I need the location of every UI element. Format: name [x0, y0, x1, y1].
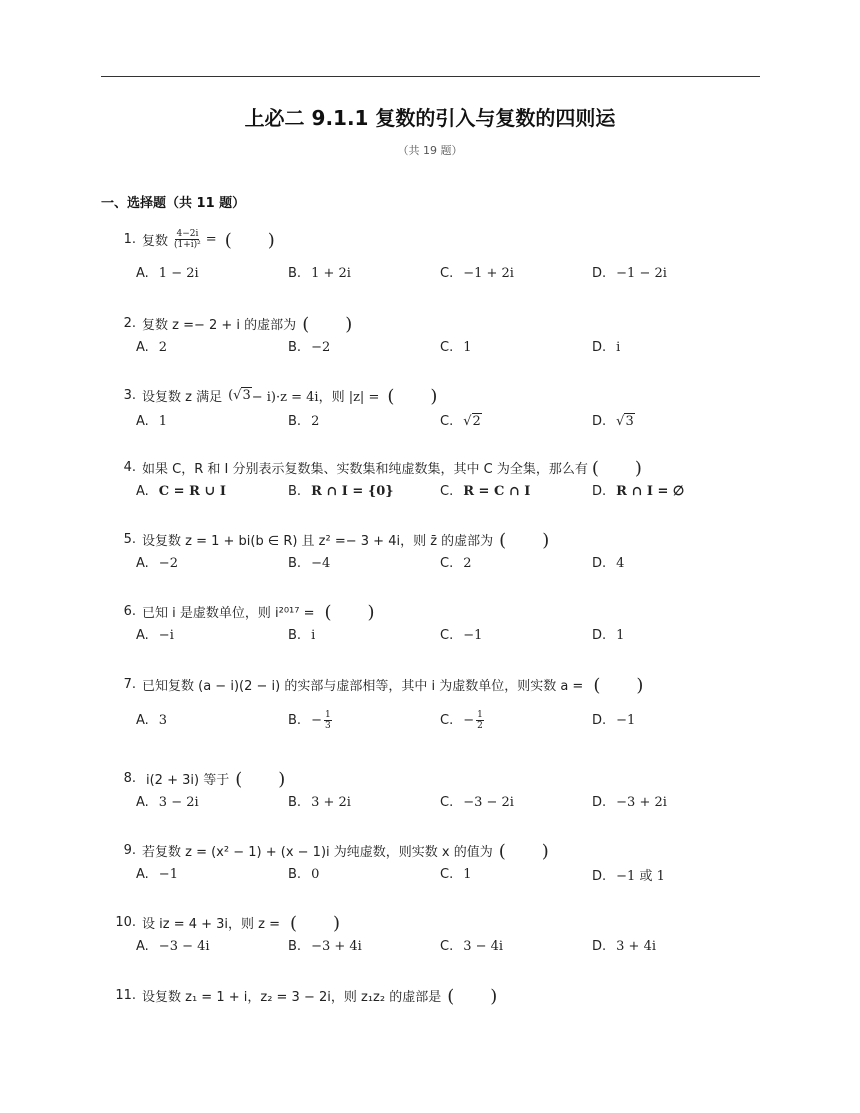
- question-11: [100, 984, 760, 1006]
- question-4: [100, 456, 760, 502]
- question-number: 2.: [123, 315, 136, 331]
- question-number: 11.: [115, 987, 136, 1003]
- option-b[interactable]: B. 3 + 2i: [288, 794, 351, 810]
- answer-blank[interactable]: ( ): [499, 530, 550, 551]
- option-d[interactable]: D. R ∩ I = ∅: [592, 483, 685, 499]
- square-root: √3: [233, 387, 251, 403]
- question-text-rest: − i)·z = 4i，则 |z| =: [251, 389, 380, 405]
- question-text: 复数: [142, 233, 169, 249]
- question-5: [100, 528, 760, 574]
- denominator: (1+i)²: [174, 239, 201, 250]
- option-c[interactable]: C. 1: [440, 866, 472, 882]
- answer-blank[interactable]: ( ): [447, 986, 498, 1007]
- answer-blank[interactable]: ( ): [302, 314, 353, 335]
- question-text: 设复数 z = 1 + bi(b ∈ R) 且 z² =− 3 + 4i，则 z̄ 的虚部为: [142, 533, 494, 549]
- top-rule: [101, 76, 760, 77]
- answer-blank[interactable]: ( ): [498, 841, 549, 862]
- option-b[interactable]: B. 2: [288, 413, 320, 429]
- question-text: 若复数 z = (x² − 1) + (x − 1)i 为纯虚数，则实数 x 的值为: [142, 844, 493, 860]
- answer-blank[interactable]: ( ): [290, 913, 341, 934]
- option-a[interactable]: A. −3 − 4i: [136, 938, 210, 954]
- option-b[interactable]: B. 1 + 2i: [288, 265, 351, 281]
- option-a[interactable]: A. 3: [136, 712, 168, 728]
- question-number: 8.: [123, 770, 136, 786]
- question-3: [100, 384, 760, 432]
- question-text: 设 iz = 4 + 3i，则 z =: [142, 916, 281, 932]
- option-d[interactable]: D. √3: [592, 413, 634, 429]
- answer-blank[interactable]: ( ): [591, 458, 642, 479]
- question-number: 4.: [123, 459, 136, 475]
- question-1: [100, 228, 760, 284]
- option-b[interactable]: B. −4: [288, 555, 331, 571]
- question-6: [100, 600, 760, 646]
- question-9: [100, 839, 760, 885]
- question-text: 设复数 z₁ = 1 + i，z₂ = 3 − 2i，则 z₁z₂ 的虚部是: [142, 989, 442, 1005]
- question-text: i(2 + 3i) 等于: [146, 772, 230, 788]
- option-a[interactable]: A. 2: [136, 339, 168, 355]
- option-b[interactable]: B. −3 + 4i: [288, 938, 362, 954]
- answer-blank[interactable]: ( ): [235, 769, 286, 790]
- option-d[interactable]: D. 4: [592, 555, 625, 571]
- question-count: （共 19 题）: [397, 144, 463, 157]
- answer-blank[interactable]: ( ): [593, 675, 644, 696]
- question-number: 6.: [123, 603, 136, 619]
- option-d[interactable]: D. −1: [592, 712, 636, 728]
- option-d[interactable]: D. i: [592, 339, 621, 355]
- option-d[interactable]: D. −1 或 1: [592, 868, 665, 884]
- option-c[interactable]: C. −1 + 2i: [440, 265, 514, 281]
- fraction: [174, 229, 201, 250]
- question-10: [100, 911, 760, 957]
- answer-blank[interactable]: ( ): [224, 230, 275, 251]
- option-c[interactable]: C. − $\frac{1}{2}$: [440, 709, 483, 731]
- question-number: 10.: [115, 914, 136, 930]
- equals: =: [205, 231, 217, 247]
- option-d[interactable]: D. 3 + 4i: [592, 938, 657, 954]
- open-paren: (: [228, 387, 234, 403]
- option-c[interactable]: C. −3 − 2i: [440, 794, 514, 810]
- question-number: 5.: [123, 531, 136, 547]
- answer-blank[interactable]: ( ): [324, 602, 375, 623]
- option-b[interactable]: B. i: [288, 627, 316, 643]
- option-a[interactable]: A. −2: [136, 555, 178, 571]
- option-a[interactable]: A. 1: [136, 413, 168, 429]
- option-b[interactable]: B. −2: [288, 339, 331, 355]
- section-heading: 一、选择题（共 11 题）: [101, 196, 246, 211]
- option-b[interactable]: B. − $\frac{1}{3}$: [288, 709, 331, 731]
- question-number: 3.: [123, 387, 136, 403]
- question-text: 设复数 z 满足: [142, 389, 223, 405]
- question-7: [100, 673, 760, 735]
- answer-blank[interactable]: ( ): [387, 386, 438, 407]
- option-a[interactable]: A. 3 − 2i: [136, 794, 199, 810]
- question-number: 9.: [123, 842, 136, 858]
- question-2: [100, 312, 760, 358]
- option-d[interactable]: D. −1 − 2i: [592, 265, 667, 281]
- option-b[interactable]: B. 0: [288, 866, 320, 882]
- option-d[interactable]: D. 1: [592, 627, 625, 643]
- question-number: 1.: [123, 231, 136, 247]
- option-c[interactable]: C. 2: [440, 555, 472, 571]
- question-text: 如果 C，R 和 I 分别表示复数集、实数集和纯虚数集，其中 C 为全集，那么有: [142, 461, 588, 477]
- question-text: 已知复数 (a − i)(2 − i) 的实部与虚部相等，其中 i 为虚数单位，则实数 a =: [142, 678, 584, 694]
- option-a[interactable]: A. −i: [136, 627, 174, 643]
- option-c[interactable]: C. R = C ∩ I: [440, 483, 531, 499]
- option-a[interactable]: A. 1 − 2i: [136, 265, 199, 281]
- option-c[interactable]: C. −1: [440, 627, 483, 643]
- option-a[interactable]: A. C = R ∪ I: [136, 483, 226, 499]
- question-text: 已知 i 是虚数单位，则 i²⁰¹⁷ =: [142, 605, 315, 621]
- option-c[interactable]: C. 3 − 4i: [440, 938, 504, 954]
- question-text: 复数 z =− 2 + i 的虚部为: [142, 317, 297, 333]
- option-b[interactable]: B. R ∩ I = {0}: [288, 483, 394, 499]
- option-c[interactable]: C. √2: [440, 413, 481, 429]
- option-d[interactable]: D. −3 + 2i: [592, 794, 667, 810]
- question-8: [100, 767, 760, 813]
- question-number: 7.: [123, 676, 136, 692]
- page-title: 上必二 9.1.1 复数的引入与复数的四则运: [244, 106, 616, 130]
- option-c[interactable]: C. 1: [440, 339, 472, 355]
- numerator: 4−2i: [176, 228, 199, 239]
- option-a[interactable]: A. −1: [136, 866, 178, 882]
